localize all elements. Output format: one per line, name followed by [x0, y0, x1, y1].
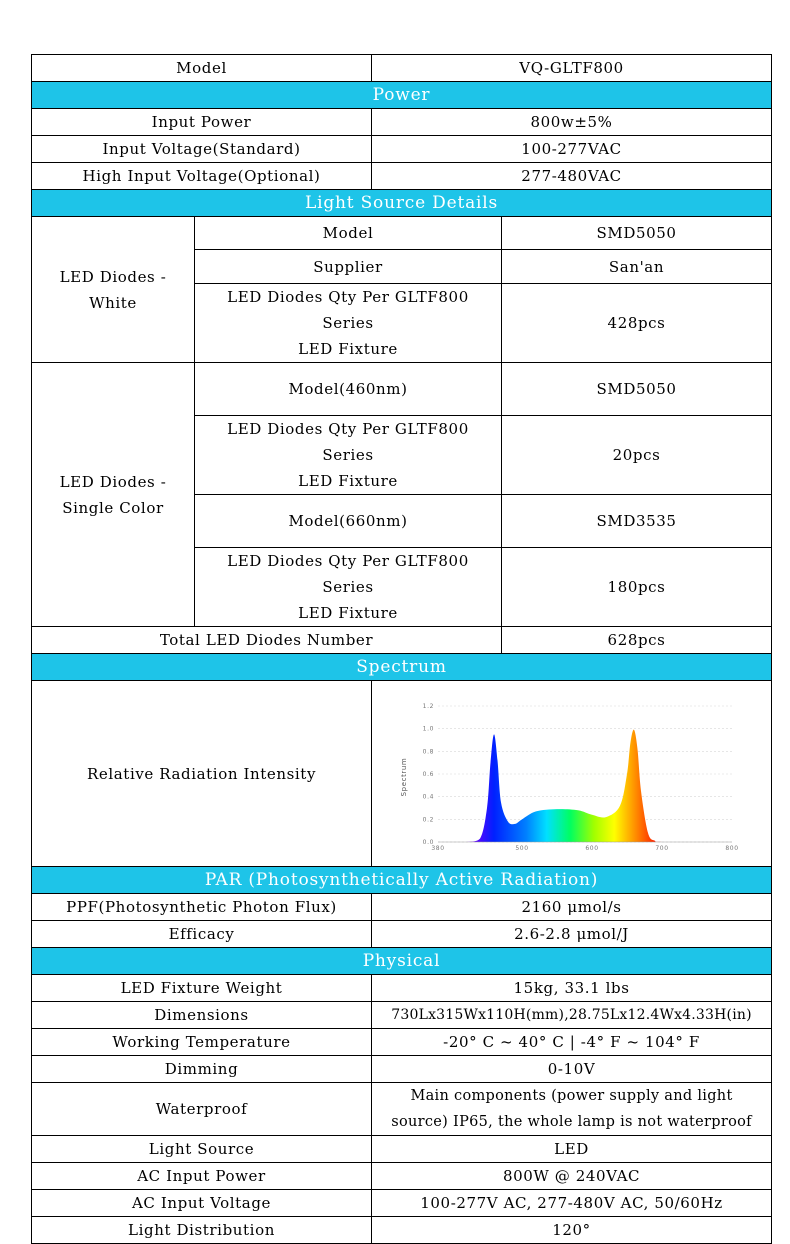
waterproof-value [372, 1083, 772, 1136]
qty-460-label [195, 416, 502, 495]
model-value: VQ-GLTF800 [372, 55, 772, 82]
single-group-line2: Single Color [62, 498, 164, 517]
spectrum-row [32, 681, 772, 867]
y-tick-label: 0.2 [422, 815, 435, 823]
spectrum-area [438, 729, 732, 841]
table-row [32, 921, 772, 948]
white-supplier-value: San'an [502, 250, 772, 284]
spectrum-label: Relative Radiation Intensity [32, 681, 372, 867]
table-row [32, 1163, 772, 1190]
section-spectrum [32, 654, 772, 681]
single-group-label [32, 363, 195, 627]
total-value: 628pcs [502, 627, 772, 654]
table-row [32, 363, 772, 416]
table-row [32, 1056, 772, 1083]
table-row [32, 1002, 772, 1029]
section-power-title: Power [32, 82, 772, 109]
dimming-value: 0-10V [372, 1056, 772, 1083]
qty-660-label [195, 548, 502, 627]
section-physical-title: Physical [32, 948, 772, 975]
model-660-value: SMD3535 [502, 495, 772, 548]
model-row [32, 55, 772, 82]
dimensions-value: 730Lx315Wx110H(mm),28.75Lx12.4Wx4.33H(in) [372, 1002, 772, 1029]
table-row [32, 1136, 772, 1163]
section-spectrum-title: Spectrum [32, 654, 772, 681]
model-label: Model [32, 55, 372, 82]
input-voltage-label: Input Voltage(Standard) [32, 136, 372, 163]
qty-660-value: 180pcs [502, 548, 772, 627]
white-model-label: Model [195, 217, 502, 250]
qty-460-label-line2: LED Fixture [298, 472, 398, 490]
y-tick-label: 0.0 [422, 838, 435, 846]
waterproof-label: Waterproof [32, 1083, 372, 1136]
white-supplier-label: Supplier [195, 250, 502, 284]
total-row [32, 627, 772, 654]
model-460-label: Model(460nm) [195, 363, 502, 416]
section-light-source-title: Light Source Details [32, 190, 772, 217]
distribution-value: 120° [372, 1217, 772, 1244]
high-voltage-value: 277-480VAC [372, 163, 772, 190]
y-tick-label: 1.2 [422, 702, 435, 710]
high-voltage-label: High Input Voltage(Optional) [32, 163, 372, 190]
model-660-label: Model(660nm) [195, 495, 502, 548]
model-460-value: SMD5050 [502, 363, 772, 416]
spectrum-chart-cell [372, 681, 772, 867]
white-qty-value: 428pcs [502, 284, 772, 363]
ac-power-label: AC Input Power [32, 1163, 372, 1190]
efficacy-label: Efficacy [32, 921, 372, 948]
white-qty-label-line2: LED Fixture [298, 340, 398, 358]
single-group-line1: LED Diodes - [59, 472, 167, 491]
table-row [32, 894, 772, 921]
section-light-source [32, 190, 772, 217]
x-tick-label: 600 [585, 844, 599, 852]
spec-table [31, 54, 772, 1244]
ac-power-value: 800W @ 240VAC [372, 1163, 772, 1190]
table-row [32, 1029, 772, 1056]
y-tick-label: 0.6 [422, 770, 435, 778]
y-tick-label: 0.8 [422, 747, 435, 755]
weight-value: 15kg, 33.1 lbs [372, 975, 772, 1002]
table-row [32, 109, 772, 136]
y-tick-label: 0.4 [422, 793, 435, 801]
table-row [32, 975, 772, 1002]
input-voltage-value: 100-277VAC [372, 136, 772, 163]
section-physical [32, 948, 772, 975]
y-tick-label: 1.0 [422, 725, 435, 733]
total-label: Total LED Diodes Number [32, 627, 502, 654]
qty-660-label-line2: LED Fixture [298, 604, 398, 622]
waterproof-value-line1: Main components (power supply and light [410, 1088, 733, 1104]
table-row [32, 163, 772, 190]
light-source-value: LED [372, 1136, 772, 1163]
input-power-value: 800w±5% [372, 109, 772, 136]
white-qty-label-line1: LED Diodes Qty Per GLTF800 Series [227, 288, 469, 332]
table-row [32, 1217, 772, 1244]
section-par-title: PAR (Photosynthetically Active Radiation) [32, 867, 772, 894]
ppf-label: PPF(Photosynthetic Photon Flux) [32, 894, 372, 921]
table-row [32, 1083, 772, 1136]
efficacy-value: 2.6-2.8 μmol/J [372, 921, 772, 948]
dimensions-label: Dimensions [32, 1002, 372, 1029]
x-tick-label: 700 [655, 844, 669, 852]
light-source-label: Light Source [32, 1136, 372, 1163]
white-model-value: SMD5050 [502, 217, 772, 250]
qty-460-value: 20pcs [502, 416, 772, 495]
x-tick-label: 500 [515, 844, 529, 852]
table-row [32, 217, 772, 250]
ac-voltage-label: AC Input Voltage [32, 1190, 372, 1217]
section-par [32, 867, 772, 894]
spectrum-ylabel: Spectrum [400, 757, 409, 796]
temperature-label: Working Temperature [32, 1029, 372, 1056]
table-row [32, 136, 772, 163]
spectrum-chart [372, 682, 770, 866]
qty-660-label-line1: LED Diodes Qty Per GLTF800 Series [227, 552, 469, 596]
weight-label: LED Fixture Weight [32, 975, 372, 1002]
qty-460-label-line1: LED Diodes Qty Per GLTF800 Series [227, 420, 469, 464]
white-qty-label [195, 284, 502, 363]
input-power-label: Input Power [32, 109, 372, 136]
x-tick-label: 800 [725, 844, 739, 852]
temperature-value: -20° C ~ 40° C | -4° F ~ 104° F [372, 1029, 772, 1056]
waterproof-value-line2: source) IP65, the whole lamp is not waterproof [391, 1114, 752, 1130]
ppf-value: 2160 μmol/s [372, 894, 772, 921]
ac-voltage-value: 100-277V AC, 277-480V AC, 50/60Hz [372, 1190, 772, 1217]
section-power [32, 82, 772, 109]
table-row [32, 1190, 772, 1217]
white-group-label: LED Diodes - White [32, 217, 195, 363]
dimming-label: Dimming [32, 1056, 372, 1083]
x-tick-label: 380 [431, 844, 445, 852]
distribution-label: Light Distribution [32, 1217, 372, 1244]
